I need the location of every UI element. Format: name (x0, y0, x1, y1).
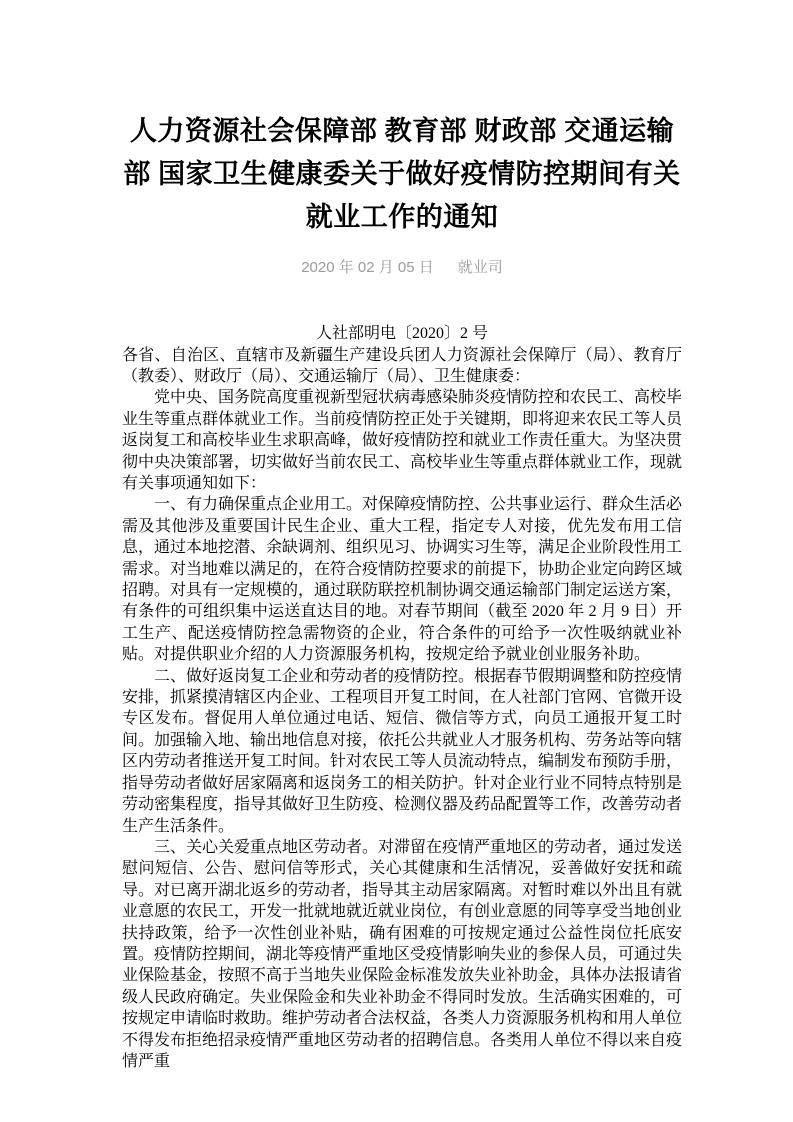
paragraph-intro: 党中央、国务院高度重视新型冠状病毒感染肺炎疫情防控和农民工、高校毕业生等重点群体就业工作。当前疫情防控正处于关键期，即将迎来农民工等人员返岗复工和高校毕业生求职高峰，做好疫情防控和就业工作责任重大。为坚决贯彻中央决策部署，切实做好当前农民工、高校毕业生等重点群体就业工作，现就有关事项通知如下： (122, 389, 683, 492)
publish-department: 就业司 (457, 259, 503, 277)
publish-date: 2020 年 02 月 05 日 (301, 259, 434, 277)
document-number: 人社部明电〔2020〕2 号 (315, 325, 488, 343)
publish-meta (122, 257, 682, 279)
document-title-line-2: 部 国家卫生健康委关于做好疫情防控期间有关 (123, 159, 681, 190)
paragraph-section-1: 一、有力确保重点企业用工。对保障疫情防控、公共事业运行、群众生活必需及其他涉及重要国计民生企业、重大工程，指定专人对接，优先发布用工信息，通过本地挖潜、余缺调剂、组织见习、协调实习生等，满足企业阶段性用工需求。对当地难以满足的，在符合疫情防控要求的前提下，协助企业定向跨区域招聘。对具有一定规模的，通过联防联控机制协调交通运输部门制定运送方案，有条件的可组织集中运送直达目的地。对春节期间（截至 2020 年 2 月 9 日）开工生产、配送疫情防控急需物资的企业，符合条件的可给予一次性吸纳就业补贴。对提供职业介绍的人力资源服务机构，按规定给予就业创业服务补助。 (122, 496, 683, 664)
paragraph-section-3: 三、关心关爱重点地区劳动者。对滞留在疫情严重地区的劳动者，通过发送慰问短信、公告、慰问信等形式，关心其健康和生活情况，妥善做好安抚和疏导。对已离开湖北返乡的劳动者，指导其主动居家隔离。对暂时难以外出且有就业意愿的农民工，开发一批就地就近就业岗位，有创业意愿的同等享受当地创业扶持政策，给予一次性创业补贴，确有困难的可按规定通过公益性岗位托底安置。疫情防控期间，湖北等疫情严重地区受疫情影响失业的参保人员，可通过失业保险基金，按照不高于当地失业保险金标准发放失业补助金，具体办法报请省级人民政府确定。失业保险金和失业补助金不得同时发放。生活确实困难的，可按规定申请临时救助。维护劳动者合法权益，各类人力资源服务机构和用人单位不得发布拒绝招录疫情严重地区劳动者的招聘信息。各类用人单位不得以来自疫情严重 (122, 838, 683, 1070)
salutation: 各省、自治区、直辖市及新疆生产建设兵团人力资源社会保障厅（局）、教育厅（教委）、财政厅（局）、交通运输厅（局）、卫生健康委： (122, 346, 682, 385)
document-title-line-1: 人力资源社会保障部 教育部 财政部 交通运输 (129, 116, 675, 147)
document-title (122, 110, 682, 239)
paragraph-section-2: 二、做好返岗复工企业和劳动者的疫情防控。根据春节假期调整和防控疫情安排，抓紧摸清辖区内企业、工程项目开复工时间，在人社部门官网、官微开设专区发布。督促用人单位通过电话、短信、微信等方式，向员工通报开复工时间。加强输入地、输出地信息对接，依托公共就业人才服务机构、劳务站等向辖区内劳动者推送开复工时间。针对农民工等人员流动特点，编制发布预防手册，指导劳动者做好居家隔离和返岗务工的相关防护。针对企业行业不同特点特别是劳动密集程度，指导其做好卫生防疫、检测仪器及药品配置等工作，改善劳动者生产生活条件。 (122, 667, 683, 835)
document-title-line-3: 就业工作的通知 (305, 202, 499, 233)
document-body (122, 345, 682, 1073)
